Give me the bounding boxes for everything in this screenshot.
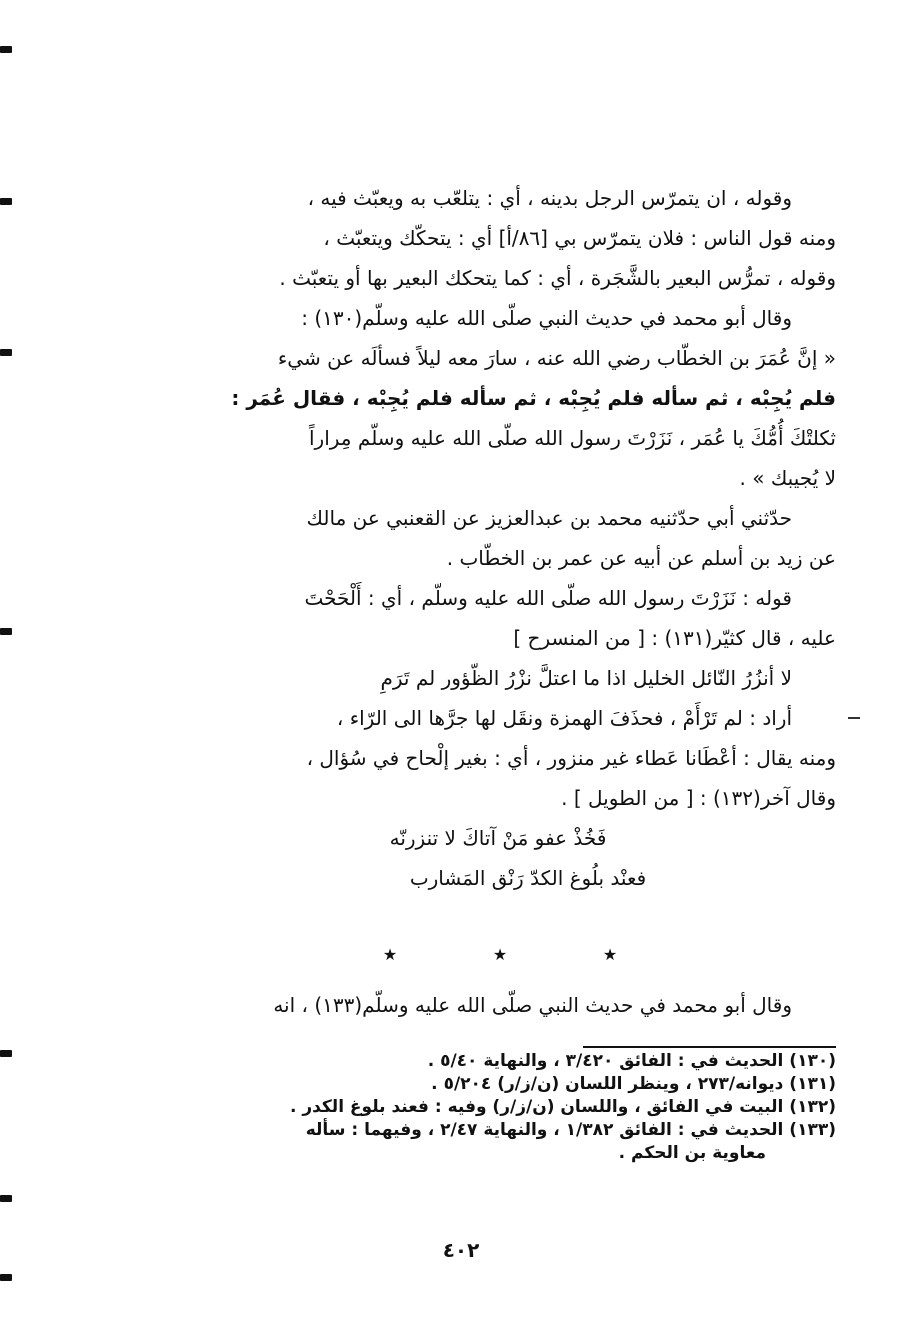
main-text-continued	[160, 985, 836, 1025]
text-line: قوله : نَزَرْتَ رسول الله صلّى الله عليه وسلّم ، أي : أَلْحَحْتَ	[304, 586, 792, 610]
footnote: (١٣٣) الحديث في : الفائق ١/٣٨٢ ، والنهاية ٢/٤٧ ، وفيهما : سأله	[305, 1120, 836, 1140]
text-line: ومنه يقال : أعْطَانا عَطاء غير منزور ، أي : بغير إلْحاح في سُؤال ،	[306, 746, 836, 770]
margin-mark	[0, 1050, 12, 1057]
text-line: عليه ، قال كثيّر(١٣١) : [ من المنسرح ]	[513, 626, 836, 650]
text-line: ثكلتْكَ أُمُّكَ يا عُمَر ، نَزَرْتَ رسول الله صلّى الله عليه وسلّم مِراراً	[309, 426, 836, 450]
text-line: « إنَّ عُمَرَ بن الخطّاب رضي الله عنه ، سارَ معه ليلاً فسألَه عن شيء	[277, 346, 836, 370]
footnote: (١٣٢) البيت في الفائق ، واللسان (ن/ز/ر) وفيه : فعند بلوغ الكدر .	[289, 1097, 836, 1117]
page-number: ٤٠٢	[442, 1238, 480, 1262]
star-ornament: ★	[492, 945, 508, 964]
verse-line: لا أنزُرُ النّائل الخليل اذا ما اعتلَّ نزْرُ الظّؤور لم تَرَمِ	[380, 666, 792, 690]
text-line: وقال أبو محمد في حديث النبي صلّى الله عليه وسلّم(١٣٠) :	[301, 306, 792, 330]
margin-mark	[0, 198, 12, 205]
text-line: وقال آخر(١٣٢) : [ من الطويل ] .	[561, 786, 836, 810]
text-line: وقوله ، ان يتمرّس الرجل بدينه ، أي : يتلعّب به ويعبّث فيه ،	[307, 186, 792, 210]
footnotes	[160, 1050, 836, 1165]
text-line: وقال أبو محمد في حديث النبي صلّى الله عليه وسلّم(١٣٣) ، انه	[273, 993, 792, 1017]
footnote: (١٣١) ديوانه/٢٧٣ ، وينظر اللسان (ن/ز/ر) ٥/٢٠٤ .	[431, 1074, 836, 1094]
margin-mark	[0, 349, 12, 356]
margin-mark	[0, 1274, 12, 1281]
text-line: ومنه قول الناس : فلان يتمرّس بي [٨٦/أ] أي : يتحكّك ويتعبّث ،	[323, 226, 836, 250]
margin-mark	[0, 46, 12, 53]
text-line: حدّثني أبي حدّثنيه محمد بن عبدالعزيز عن القعنبي عن مالك	[306, 506, 792, 530]
text-line: وقوله ، تمرُّس البعير بالشَّجَرة ، أي : كما يتحكك البعير بها أو يتعبّث .	[279, 266, 836, 290]
footnote: (١٣٠) الحديث في : الفائق ٣/٤٢٠ ، والنهاية ٥/٤٠ .	[427, 1051, 836, 1071]
margin-mark	[0, 628, 12, 635]
star-ornament: ★	[602, 945, 618, 964]
section-divider	[380, 945, 620, 964]
text-line: فلم يُجِبْه ، ثم سأله فلم يُجِبْه ، ثم سأله فلم يُجِبْه ، فقال عُمَر :	[231, 386, 836, 410]
main-text	[160, 178, 836, 898]
verse-line: فَخُذْ عفو مَنْ آتاكَ لا تنزرنّه	[389, 826, 607, 850]
footnote-continuation: معاوية بن الحكم .	[618, 1143, 766, 1163]
text-line: أراد : لم تَرْأَمْ ، فحذَفَ الهمزة ونقَل لها جرَّها الى الرّاء ،	[336, 706, 792, 730]
text-line: لا يُجيبك » .	[739, 466, 836, 490]
margin-dash	[848, 717, 860, 719]
verse-line: فعنْد بلُوغ الكدّ رَنْق المَشارب	[409, 866, 647, 890]
star-ornament: ★	[382, 945, 398, 964]
margin-mark	[0, 1195, 12, 1202]
footnote-rule	[583, 1046, 836, 1048]
text-line: عن زيد بن أسلم عن أبيه عن عمر بن الخطّاب .	[446, 546, 836, 570]
